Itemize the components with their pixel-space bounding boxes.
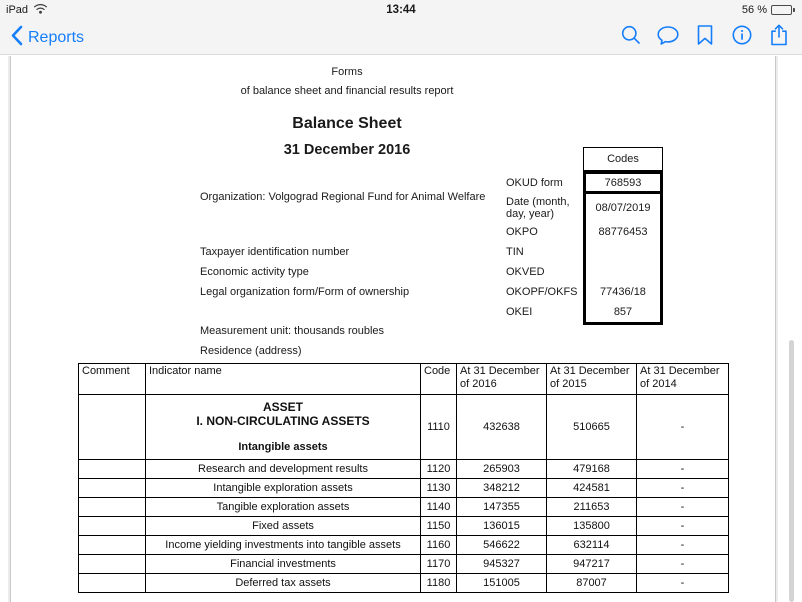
code-value: 08/07/2019 xyxy=(595,202,651,214)
code-value: 77436/18 xyxy=(600,286,646,298)
value-2016-cell: 348212 xyxy=(457,479,547,498)
comment-cell xyxy=(79,395,146,460)
header-2014: At 31 December of 2014 xyxy=(637,364,729,395)
section-line3: Intangible assets xyxy=(238,441,328,453)
table-row xyxy=(79,498,729,517)
code-label: Date (month, day, year) xyxy=(506,196,570,220)
value-2016-cell: 945327 xyxy=(457,555,547,574)
section-name-cell xyxy=(146,395,421,460)
table-row xyxy=(79,574,729,593)
value-2015-cell: 211653 xyxy=(547,498,637,517)
codes-labels xyxy=(506,171,582,322)
code-label: OKUD form xyxy=(506,176,563,189)
value-2014-cell: - xyxy=(637,555,729,574)
value-2014-cell: - xyxy=(637,498,729,517)
table-row xyxy=(79,517,729,536)
comment-cell xyxy=(79,555,146,574)
section-line1: ASSET xyxy=(262,400,303,414)
value-2016-cell: 546622 xyxy=(457,536,547,555)
value-2015-cell: 632114 xyxy=(547,536,637,555)
comment-cell xyxy=(79,460,146,479)
indicator-cell: Financial investments xyxy=(146,555,421,574)
code-label: OKEI xyxy=(506,306,533,318)
value-2015-cell: 135800 xyxy=(547,517,637,536)
value-2016-cell: 147355 xyxy=(457,498,547,517)
code-cell: 1120 xyxy=(421,460,457,479)
residence-label: Residence (address) xyxy=(200,345,302,357)
code-label: TIN xyxy=(506,246,524,258)
value-2016-cell: 265903 xyxy=(457,460,547,479)
comment-cell xyxy=(79,517,146,536)
device-label: iPad xyxy=(6,4,29,16)
code-value: 768593 xyxy=(586,174,660,194)
organization-line: Organization: Volgograd Regional Fund for Animal Welfare xyxy=(200,191,486,203)
value-2015-cell: 947217 xyxy=(547,555,637,574)
value-2015-cell: 479168 xyxy=(547,460,637,479)
indicator-cell: Research and development results xyxy=(146,460,421,479)
code-cell: 1160 xyxy=(421,536,457,555)
code-label: OKOPF/OKFS xyxy=(506,286,578,298)
value-2014-cell: - xyxy=(637,479,729,498)
header-2016: At 31 December of 2016 xyxy=(457,364,547,395)
value-2016-cell: 136015 xyxy=(457,517,547,536)
code-cell: 1170 xyxy=(421,555,457,574)
comment-cell xyxy=(79,498,146,517)
back-label: Reports xyxy=(28,29,85,46)
comment-cell xyxy=(79,479,146,498)
table-row xyxy=(79,555,729,574)
indicator-cell: Income yielding investments into tangible assets xyxy=(146,536,421,555)
codes-box-header: Codes xyxy=(583,147,663,171)
balance-sheet-table xyxy=(78,363,729,593)
value-2016-cell: 151005 xyxy=(457,574,547,593)
code-value: 88776453 xyxy=(598,226,648,238)
value-2016-cell: 432638 xyxy=(457,395,547,460)
battery-percent: 56 % xyxy=(741,4,767,16)
code-label: OKPO xyxy=(506,226,538,238)
indicator-cell: Intangible exploration assets xyxy=(146,479,421,498)
report-date: 31 December 2016 xyxy=(283,142,411,158)
forms-subheading: of balance sheet and financial results report xyxy=(240,85,454,97)
measurement-unit-label: Measurement unit: thousands roubles xyxy=(200,325,385,337)
value-2014-cell: - xyxy=(637,460,729,479)
code-cell: 1150 xyxy=(421,517,457,536)
comment-cell xyxy=(79,574,146,593)
indicator-cell: Fixed assets xyxy=(146,517,421,536)
section-line2: I. NON-CIRCULATING ASSETS xyxy=(196,414,370,428)
taxpayer-label: Taxpayer identification number xyxy=(200,246,350,258)
header-code: Code xyxy=(421,364,457,395)
code-cell: 1180 xyxy=(421,574,457,593)
codes-box xyxy=(583,171,663,325)
value-2014-cell: - xyxy=(637,536,729,555)
code-value xyxy=(586,262,660,282)
table-row xyxy=(79,479,729,498)
value-2014-cell: - xyxy=(637,517,729,536)
table-section-row xyxy=(79,395,729,460)
value-2014-cell: - xyxy=(637,574,729,593)
code-value xyxy=(586,242,660,262)
report-title: Balance Sheet xyxy=(292,115,402,132)
header-indicator-name: Indicator name xyxy=(146,364,421,395)
code-cell: 1130 xyxy=(421,479,457,498)
table-row xyxy=(79,536,729,555)
value-2015-cell: 87007 xyxy=(547,574,637,593)
value-2015-cell: 424581 xyxy=(547,479,637,498)
legal-form-label: Legal organization form/Form of ownership xyxy=(200,286,410,298)
code-cell: 1110 xyxy=(421,395,457,460)
header-comment: Comment xyxy=(79,364,146,395)
table-row xyxy=(79,460,729,479)
indicator-cell: Deferred tax assets xyxy=(146,574,421,593)
value-2015-cell: 510665 xyxy=(547,395,637,460)
table-header-row xyxy=(79,364,729,395)
code-value: 857 xyxy=(613,306,633,318)
value-2014-cell: - xyxy=(637,395,729,460)
forms-heading: Forms xyxy=(331,66,363,78)
code-cell: 1140 xyxy=(421,498,457,517)
clock-time: 13:44 xyxy=(386,4,416,16)
header-2015: At 31 December of 2015 xyxy=(547,364,637,395)
activity-label: Economic activity type xyxy=(200,266,309,278)
code-label: OKVED xyxy=(506,266,545,278)
comment-cell xyxy=(79,536,146,555)
indicator-cell: Tangible exploration assets xyxy=(146,498,421,517)
